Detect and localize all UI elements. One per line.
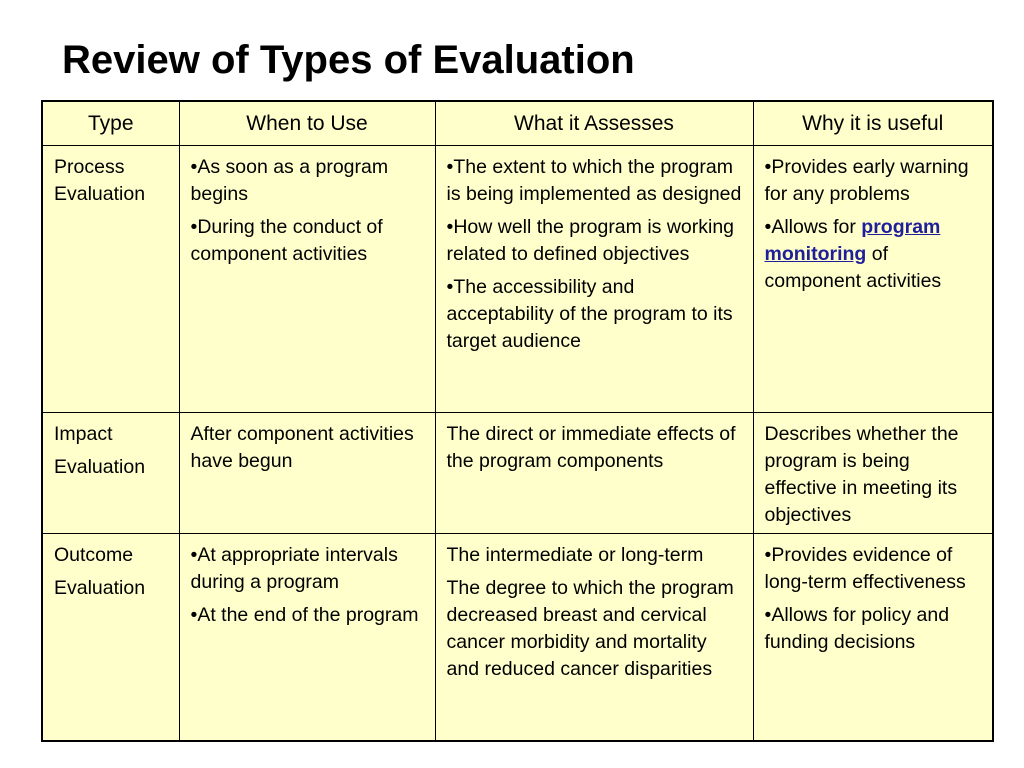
bullet-text: •As soon as a program begins	[190, 156, 389, 205]
evaluation-types-table	[41, 100, 994, 742]
header-type: Type	[42, 101, 179, 146]
cell-text: The direct or immediate effects of the program components	[446, 423, 736, 472]
program-monitoring-link[interactable]: program monitoring	[764, 216, 941, 265]
cell-text: Describes whether the program is being effective in meeting its objectives	[764, 423, 959, 526]
cell-when	[179, 146, 435, 413]
cell-when	[179, 534, 435, 741]
header-what-it-assesses: What it Assesses	[435, 101, 753, 146]
cell-type	[42, 146, 179, 413]
type-text: Evaluation	[54, 577, 146, 599]
type-text: Outcome	[54, 544, 134, 566]
bullet-text-pre: •Allows for	[764, 216, 862, 238]
slide-title: Review of Types of Evaluation	[62, 38, 635, 82]
bullet-with-link	[765, 214, 983, 295]
cell-what	[435, 534, 753, 741]
header-when-to-use: When to Use	[179, 101, 435, 146]
table-row-outcome-evaluation	[42, 534, 993, 741]
type-text: Impact	[54, 423, 113, 445]
header-why-useful: Why it is useful	[753, 101, 993, 146]
cell-type	[42, 534, 179, 741]
type-text: Process Evaluation	[54, 156, 146, 205]
bullet-text-post: of component activities	[764, 243, 942, 292]
bullet-text: •The extent to which the program is being implemented as designed	[446, 156, 742, 205]
cell-when	[179, 413, 435, 534]
bullet-text: •At appropriate intervals during a program	[190, 544, 398, 593]
table-row-impact-evaluation	[42, 413, 993, 534]
bullet-text: •Provides early warning for any problems	[764, 156, 969, 205]
table-row-process-evaluation	[42, 146, 993, 413]
bullet-text: •During the conduct of component activities	[190, 216, 383, 265]
cell-text: The intermediate or long-term	[446, 544, 704, 566]
bullet-text: •The accessibility and acceptability of the program to its target audience	[446, 276, 733, 352]
table-header-row	[42, 101, 993, 146]
cell-what	[435, 146, 753, 413]
cell-why	[753, 413, 993, 534]
cell-what	[435, 413, 753, 534]
cell-why	[753, 534, 993, 741]
cell-text: The degree to which the program decreased breast and cervical cancer morbidity and mortality and reduced cancer disparities	[446, 577, 734, 680]
bullet-text: •Allows for policy and funding decisions	[764, 604, 950, 653]
type-text: Evaluation	[54, 456, 146, 478]
bullet-text: •At the end of the program	[190, 604, 419, 626]
bullet-text: •Provides evidence of long-term effectiveness	[764, 544, 966, 593]
cell-text: After component activities have begun	[190, 423, 414, 472]
bullet-text: •How well the program is working related to defined objectives	[446, 216, 735, 265]
cell-type	[42, 413, 179, 534]
cell-why	[753, 146, 993, 413]
